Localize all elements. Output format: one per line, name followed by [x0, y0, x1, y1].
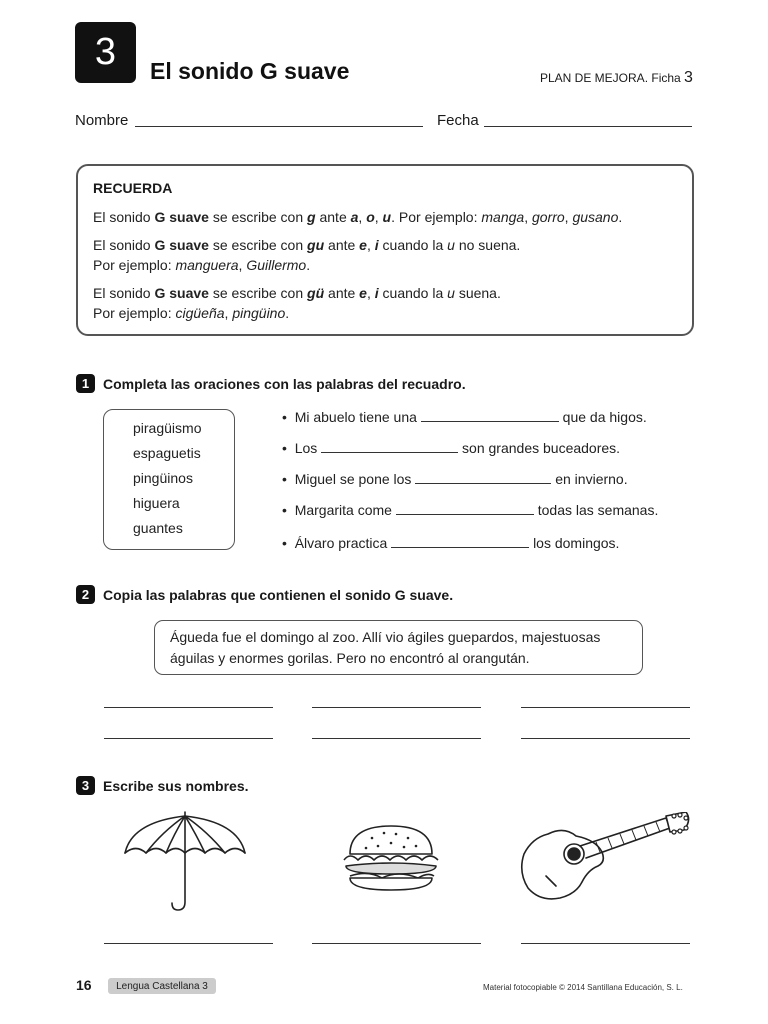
- book-title: Lengua Castellana 3: [116, 980, 208, 992]
- answer-blank[interactable]: [415, 482, 551, 484]
- answer-line[interactable]: [104, 943, 273, 944]
- answer-blank[interactable]: [391, 546, 529, 548]
- sentence-4: • Margarita come todas las semanas.: [282, 502, 659, 518]
- word-item: guantes: [133, 520, 183, 536]
- answer-line[interactable]: [521, 707, 690, 708]
- sentence-2: • Los son grandes buceadores.: [282, 440, 621, 456]
- answer-line[interactable]: [312, 943, 481, 944]
- guitar-icon: [516, 812, 692, 904]
- unit-number: 3: [94, 31, 117, 73]
- word-item: espaguetis: [133, 445, 201, 461]
- page-title: El sonido G suave: [150, 58, 350, 84]
- umbrella-icon: [122, 810, 248, 914]
- book-label: [108, 978, 216, 994]
- date-line[interactable]: [484, 126, 692, 127]
- plan-label: [540, 69, 693, 87]
- copyright-text: Material fotocopiable © 2014 Santillana Educación, S. L.: [483, 983, 683, 992]
- answer-line[interactable]: [104, 738, 273, 739]
- sentence-1: • Mi abuelo tiene una que da higos.: [282, 409, 647, 425]
- answer-blank[interactable]: [396, 513, 534, 515]
- name-line[interactable]: [135, 126, 423, 127]
- unit-number-badge: [75, 22, 136, 83]
- answer-blank[interactable]: [321, 451, 458, 453]
- reading-text-line-2: águilas y enormes gorilas. Pero no encontró al orangután.: [170, 650, 530, 666]
- exercise-1-title: Completa las oraciones con las palabras del recuadro.: [103, 376, 466, 392]
- plan-number: 3: [684, 69, 693, 86]
- date-label: Fecha: [437, 112, 479, 129]
- reading-text: [170, 627, 640, 669]
- answer-line[interactable]: [521, 943, 690, 944]
- rule-1: El sonido G suave se escribe con g ante a, o, u. Por ejemplo: manga, gorro, gusano.: [93, 209, 623, 225]
- answer-line[interactable]: [104, 707, 273, 708]
- answer-line[interactable]: [312, 707, 481, 708]
- hamburger-icon: [338, 822, 444, 894]
- plan-text: PLAN DE MEJORA. Ficha: [540, 71, 681, 85]
- answer-blank[interactable]: [421, 420, 559, 422]
- answer-line[interactable]: [521, 738, 690, 739]
- sentence-3: • Miguel se pone los en invierno.: [282, 471, 628, 487]
- name-label: Nombre: [75, 112, 129, 129]
- recuerda-heading: RECUERDA: [93, 180, 173, 196]
- exercise-3-badge: [76, 776, 95, 795]
- exercise-2-badge: [76, 585, 95, 604]
- exercise-3-number: 3: [81, 778, 90, 793]
- rule-3: El sonido G suave se escribe con gü ante e, i cuando la u suena. Por ejemplo: cigüeña, pingüino.: [93, 285, 501, 321]
- exercise-2-number: 2: [81, 587, 90, 602]
- reading-text-line-1: Águeda fue el domingo al zoo. Allí vio ágiles guepardos, majestuosas: [170, 629, 601, 645]
- page-number: 16: [76, 977, 92, 993]
- exercise-1-number: 1: [81, 376, 90, 391]
- exercise-2-title: Copia las palabras que contienen el sonido G suave.: [103, 587, 454, 603]
- sentence-5: • Álvaro practica los domingos.: [282, 535, 620, 551]
- word-item: pingüinos: [133, 470, 193, 486]
- answer-line[interactable]: [312, 738, 481, 739]
- rule-2: El sonido G suave se escribe con gu ante e, i cuando la u no suena. Por ejemplo: manguera, Guillermo.: [93, 237, 521, 273]
- exercise-3-title: Escribe sus nombres.: [103, 778, 249, 794]
- word-item: higuera: [133, 495, 180, 511]
- word-item: piragüismo: [133, 420, 202, 436]
- exercise-1-badge: [76, 374, 95, 393]
